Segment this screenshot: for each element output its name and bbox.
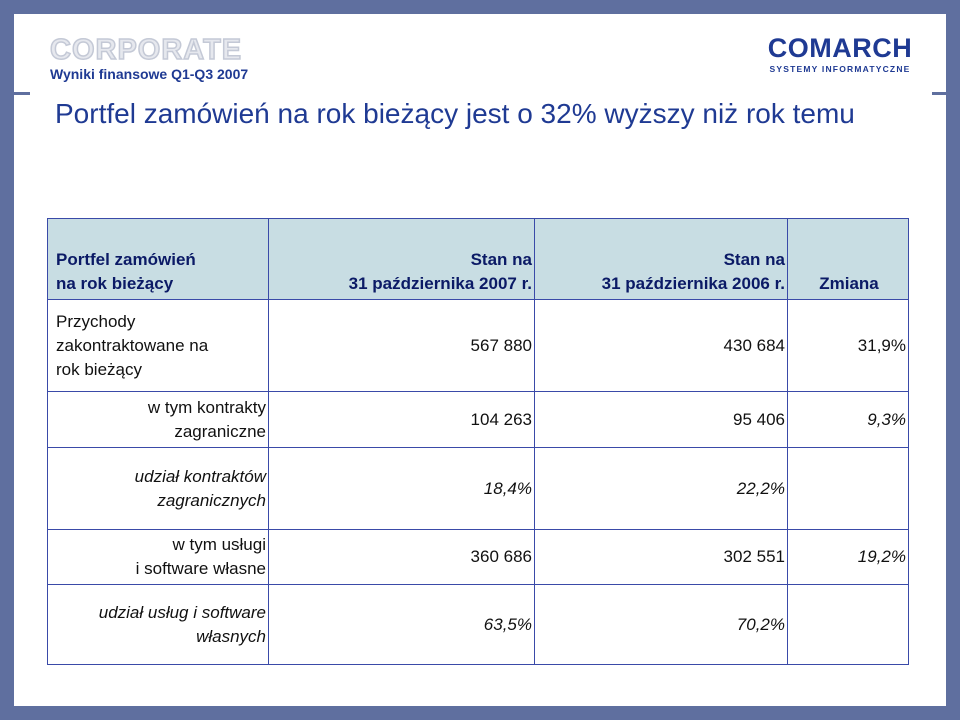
comarch-logo: [764, 34, 916, 74]
logo-wordmark: COMARCH: [767, 33, 913, 63]
value-change: 31,9%: [788, 300, 909, 392]
order-portfolio-table: [47, 218, 909, 665]
value-2006: 430 684: [535, 300, 788, 392]
value-2007: 567 880: [269, 300, 535, 392]
row-label: w tym kontrakty zagraniczne: [48, 392, 269, 448]
value-2006: 70,2%: [535, 585, 788, 665]
header-change: Zmiana: [788, 219, 909, 300]
header-rule-left: [14, 92, 30, 95]
value-change: [788, 448, 909, 530]
table-row: [48, 585, 909, 665]
value-2006: 22,2%: [535, 448, 788, 530]
value-2007: 360 686: [269, 530, 535, 585]
slide-subtitle: Wyniki finansowe Q1-Q3 2007: [50, 66, 249, 82]
header-label: Portfel zamówień na rok bieżący: [48, 219, 269, 300]
value-2007: 104 263: [269, 392, 535, 448]
logo-tagline: SYSTEMY INFORMATYCZNE: [769, 64, 911, 74]
row-label: udział kontraktów zagranicznych: [48, 448, 269, 530]
row-label: udział usług i software własnych: [48, 585, 269, 665]
row-label: Przychody zakontraktowane na rok bieżący: [48, 300, 269, 392]
table-row: [48, 300, 909, 392]
table-header-row: [48, 219, 909, 300]
table-row: [48, 448, 909, 530]
header-2007: Stan na 31 października 2007 r.: [269, 219, 535, 300]
value-2007: 63,5%: [269, 585, 535, 665]
value-change: [788, 585, 909, 665]
table-row: [48, 392, 909, 448]
header-rule-right: [932, 92, 946, 95]
value-2006: 95 406: [535, 392, 788, 448]
value-change: 9,3%: [788, 392, 909, 448]
corporate-brand: CORPORATE: [50, 34, 243, 66]
value-change: 19,2%: [788, 530, 909, 585]
table-row: [48, 530, 909, 585]
row-label: w tym usługi i software własne: [48, 530, 269, 585]
value-2006: 302 551: [535, 530, 788, 585]
header-2006: Stan na 31 października 2006 r.: [535, 219, 788, 300]
value-2007: 18,4%: [269, 448, 535, 530]
page-title: Portfel zamówień na rok bieżący jest o 32% wyższy niż rok temu: [55, 98, 855, 129]
